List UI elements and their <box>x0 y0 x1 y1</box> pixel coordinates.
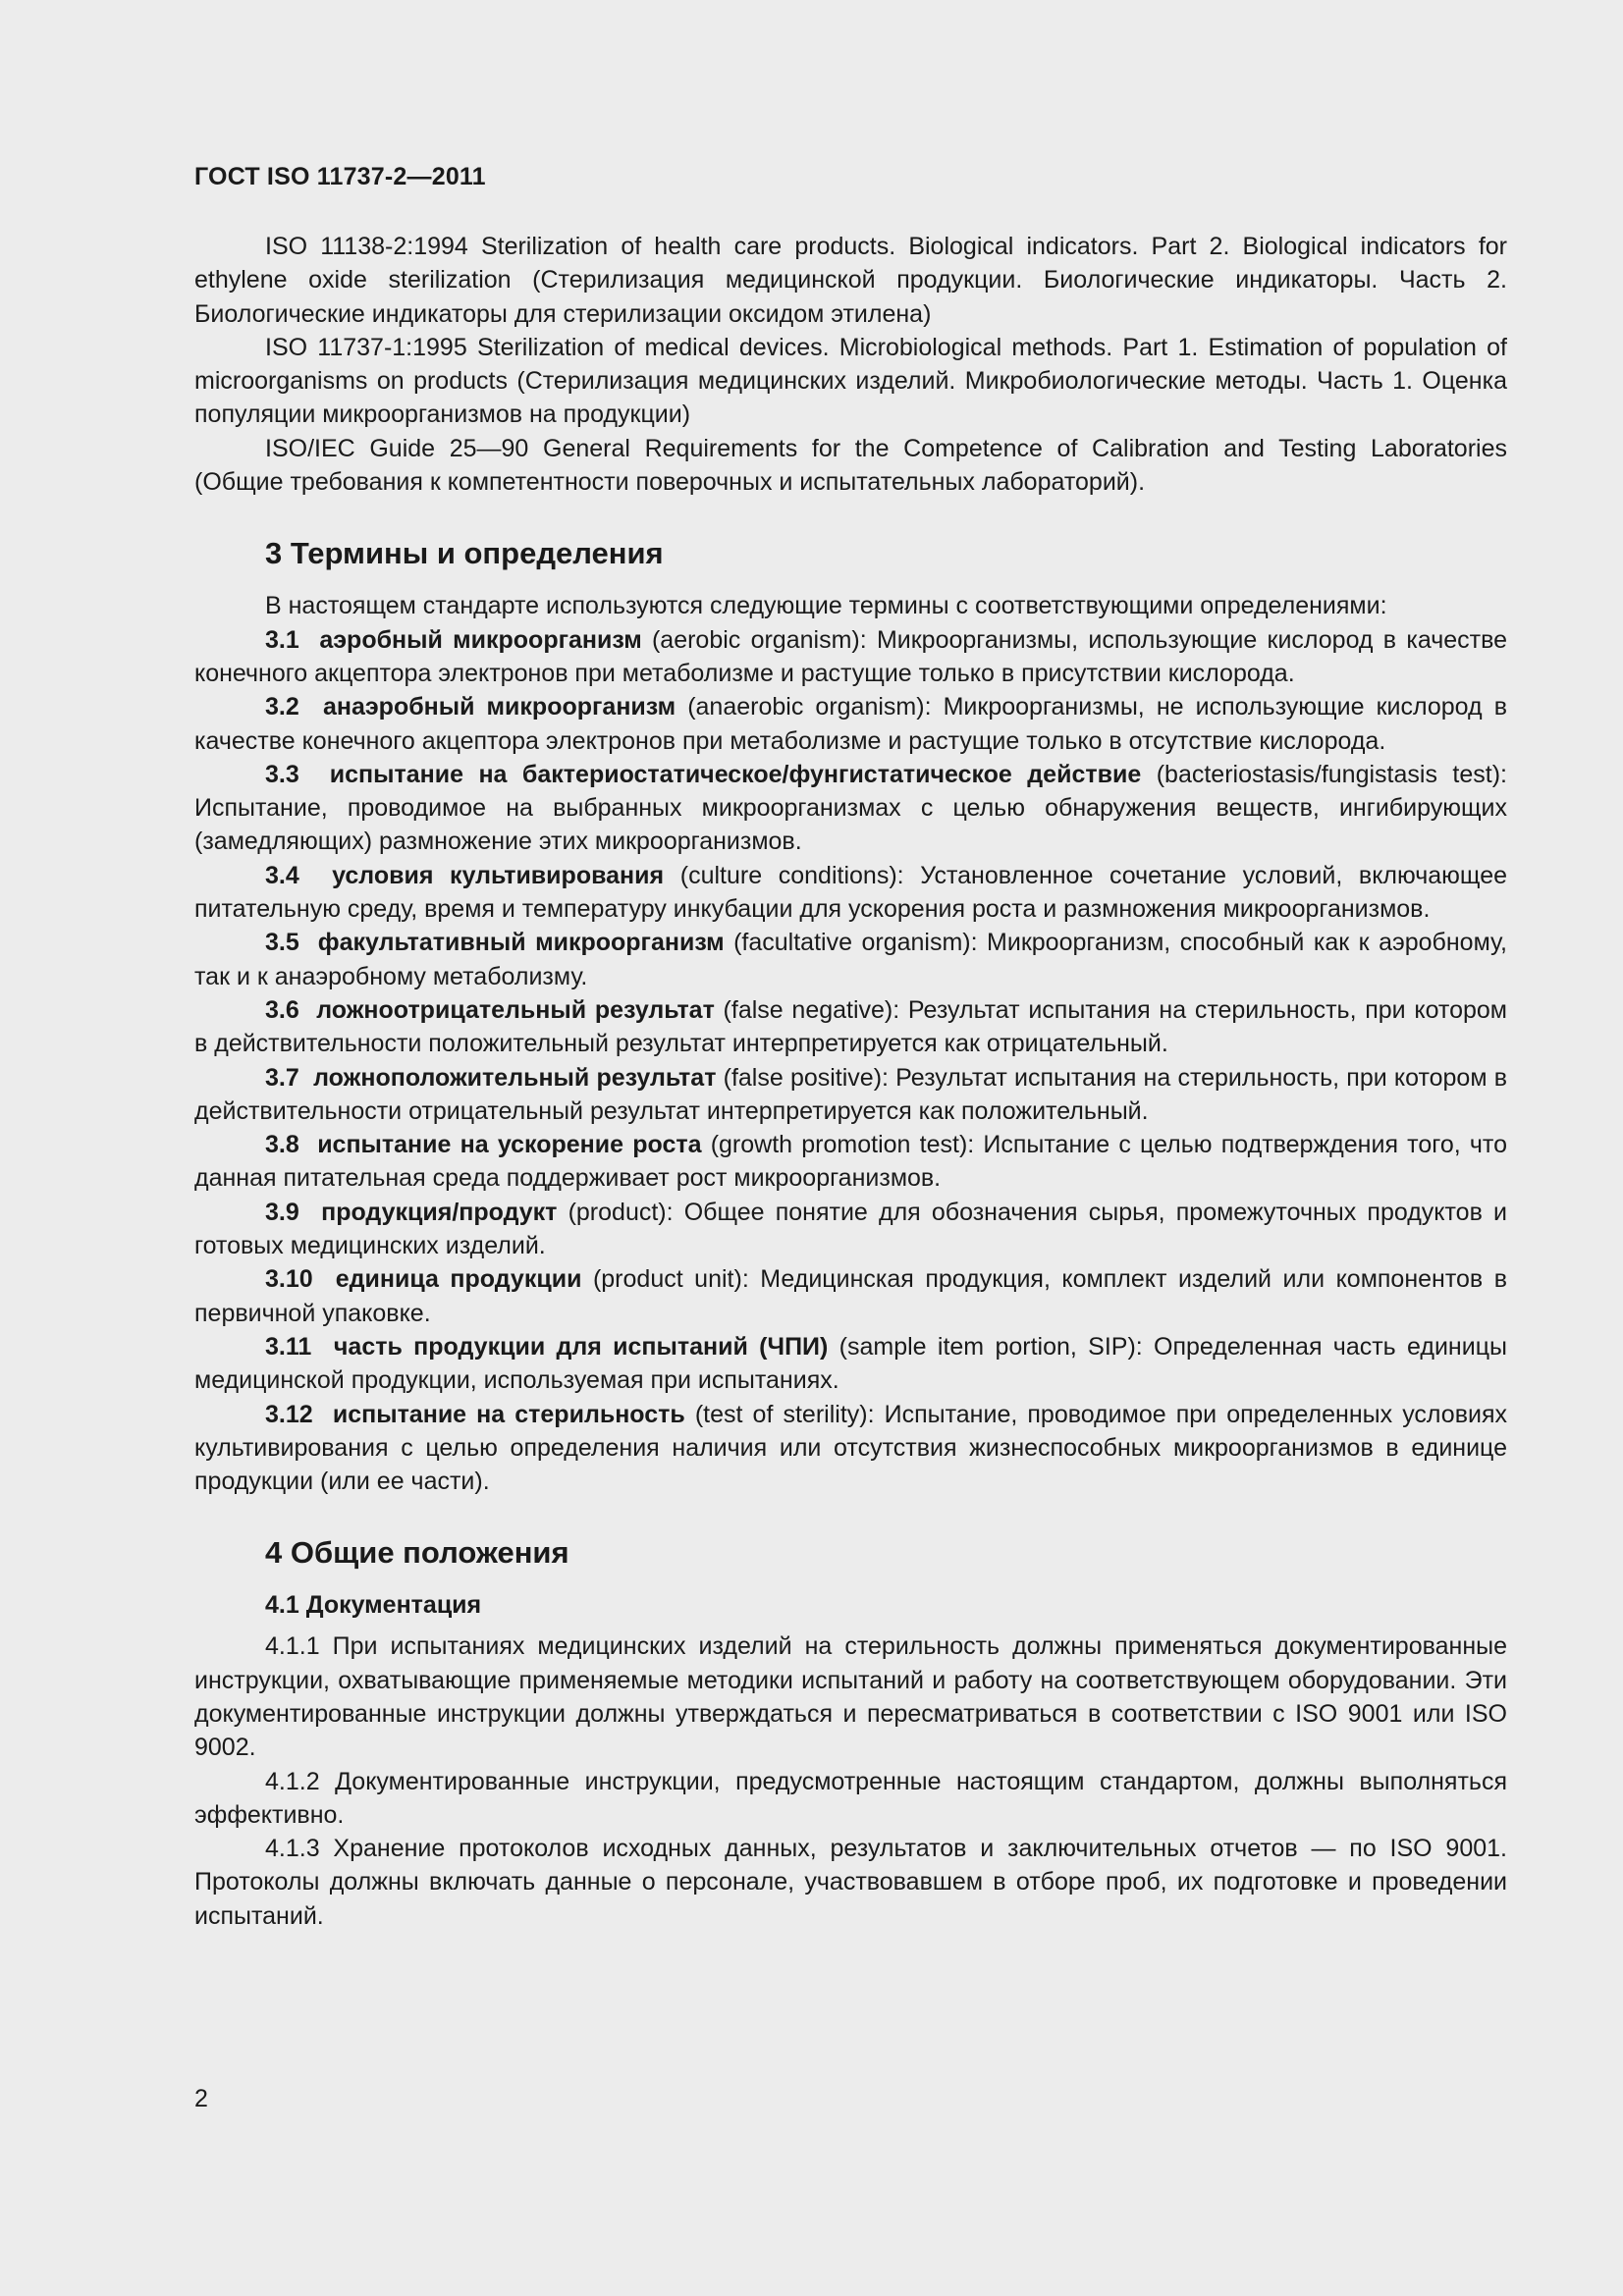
term-description: (growth promotion test): Испытание с целью подтверждения того, что данная питательная среда поддерживает рост микроорганизмов. <box>194 1131 1507 1193</box>
page-number: 2 <box>194 2085 208 2112</box>
clause-paragraph: 4.1.3 Хранение протоколов исходных данных, результатов и заключительных отчетов — по ISO 9001. Протоколы должны включать данные о персонале, участвовавшем в отборе проб, их подготовке и проведении испытаний. <box>194 1835 1507 1930</box>
term-definition <box>194 690 1507 758</box>
term-number: 3.9 <box>265 1198 299 1226</box>
document-body <box>194 230 1507 1933</box>
reference-item: ISO/IEC Guide 25—90 General Requirements for the Competence of Calibration and Testing Laboratories (Общие требования к компетентности поверочных и испытательных лабораторий). <box>194 434 1507 497</box>
term-number: 3.8 <box>265 1131 299 1159</box>
clause-paragraph: 4.1.1 При испытаниях медицинских изделий на стерильность должны применяться документированные инструкции, охватывающие применяемые методики испытаний и работу на соответствующем оборудовании. Эти документированные инструкции должны утверждаться и пересматриваться в соответствии с ISO 9001 или ISO 9002. <box>194 1632 1507 1762</box>
term-description: (anaerobic organism): Микроорганизмы, не использующие кислород в качестве конечного акцептора электронов при метаболизме и растущие только в отсутствие кислорода. <box>194 693 1507 755</box>
term-number: 3.11 <box>265 1332 312 1361</box>
term-definition <box>194 758 1507 859</box>
term-definition <box>194 623 1507 691</box>
term-number: 3.7 <box>265 1063 299 1092</box>
term-description: (false negative): Результат испытания на стерильность, при котором в действительности положительный результат интерпретируется как отрицательный. <box>194 995 1507 1058</box>
reference-item: ISO 11138-2:1994 Sterilization of health care products. Biological indicators. Part 2. Biological indicators for ethylene oxide sterilization (Стерилизация медицинской продукции. Биологические индикаторы. Часть 2. Биологические индикаторы для стерилизации оксидом этилена) <box>194 233 1507 328</box>
section-4-title: 4 Общие положения <box>265 1535 569 1571</box>
section-3-intro: В настоящем стандарте используются следующие термины с соответствующими определениями: <box>265 592 1387 620</box>
term-name: анаэробный микроорганизм <box>322 693 676 721</box>
term-name: ложноотрицательный результат <box>316 995 715 1024</box>
term-number: 3.3 <box>265 760 299 788</box>
term-description: (product): Общее понятие для обозначения сырья, промежуточных продуктов и готовых медицинских изделий. <box>194 1198 1507 1260</box>
clause-paragraph: 4.1.2 Документированные инструкции, предусмотренные настоящим стандартом, должны выполняться эффективно. <box>194 1767 1507 1829</box>
terms-list <box>194 623 1507 1499</box>
section-3-title: 3 Термины и определения <box>265 536 664 571</box>
term-name: испытание на бактериостатическое/фунгистатическое действие <box>329 760 1142 788</box>
term-name: аэробный микроорганизм <box>319 625 642 654</box>
term-definition <box>194 1330 1507 1398</box>
term-name: продукция/продукт <box>321 1198 558 1226</box>
term-description: (bacteriostasis/fungistasis test): Испытание, проводимое на выбранных микроорганизмах с целью обнаружения веществ, ингибирующих (замедляющих) размножение этих микроорганизмов. <box>194 760 1507 856</box>
term-name: ложноположительный результат <box>313 1063 717 1092</box>
term-name: часть продукции для испытаний (ЧПИ) <box>333 1332 829 1361</box>
term-number: 3.12 <box>265 1400 313 1428</box>
term-number: 3.1 <box>265 625 299 654</box>
term-name: факультативный микроорганизм <box>317 929 725 957</box>
term-name: испытание на ускорение роста <box>317 1131 702 1159</box>
term-name: единица продукции <box>335 1265 582 1294</box>
term-description: (false positive): Результат испытания на стерильность, при котором в действительности отрицательный результат интерпретируется как положительный. <box>194 1063 1507 1125</box>
term-description: (test of sterility): Испытание, проводимое при определенных условиях культивирования с целью определения наличия или отсутствия жизнеспособных микроорганизмов в единице продукции (или ее части). <box>194 1400 1507 1496</box>
normative-references <box>194 230 1507 499</box>
document-code-header: ГОСТ ISO 11737-2—2011 <box>194 163 486 190</box>
term-description: (facultative organism): Микроорганизм, способный как к аэробному, так и к анаэробному метаболизму. <box>194 929 1507 990</box>
term-number: 3.6 <box>265 995 299 1024</box>
term-definition <box>194 1196 1507 1263</box>
term-number: 3.2 <box>265 693 299 721</box>
subsection-4-1-title: 4.1 Документация <box>265 1591 482 1620</box>
term-number: 3.10 <box>265 1265 313 1294</box>
term-definition <box>194 926 1507 993</box>
term-definition <box>194 993 1507 1061</box>
term-definition <box>194 1262 1507 1330</box>
term-definition <box>194 1398 1507 1499</box>
term-definition <box>194 859 1507 927</box>
term-description: (aerobic organism): Микроорганизмы, использующие кислород в качестве конечного акцептора электронов при метаболизме и растущие только в присутствии кислорода. <box>194 625 1507 687</box>
term-name: испытание на стерильность <box>332 1400 685 1428</box>
term-description: (sample item portion, SIP): Определенная часть единицы медицинской продукции, используемая при испытаниях. <box>194 1332 1507 1395</box>
term-number: 3.5 <box>265 929 299 957</box>
term-description: (product unit): Медицинская продукция, комплект изделий или компонентов в первичной упаковке. <box>194 1265 1507 1327</box>
term-name: условия культивирования <box>332 861 665 889</box>
term-definition <box>194 1128 1507 1196</box>
term-description: (culture conditions): Установленное сочетание условий, включающее питательную среду, время и температуру инкубации для ускорения роста и размножения микроорганизмов. <box>194 861 1507 924</box>
term-number: 3.4 <box>265 861 299 889</box>
reference-item: ISO 11737-1:1995 Sterilization of medical devices. Microbiological methods. Part 1. Estimation of population of microorganisms on products (Стерилизация медицинских изделий. Микробиологические методы. Часть 1. Оценка популяции микроорганизмов на продукции) <box>194 333 1507 429</box>
term-definition <box>194 1061 1507 1129</box>
section-4-paragraphs <box>194 1629 1507 1933</box>
